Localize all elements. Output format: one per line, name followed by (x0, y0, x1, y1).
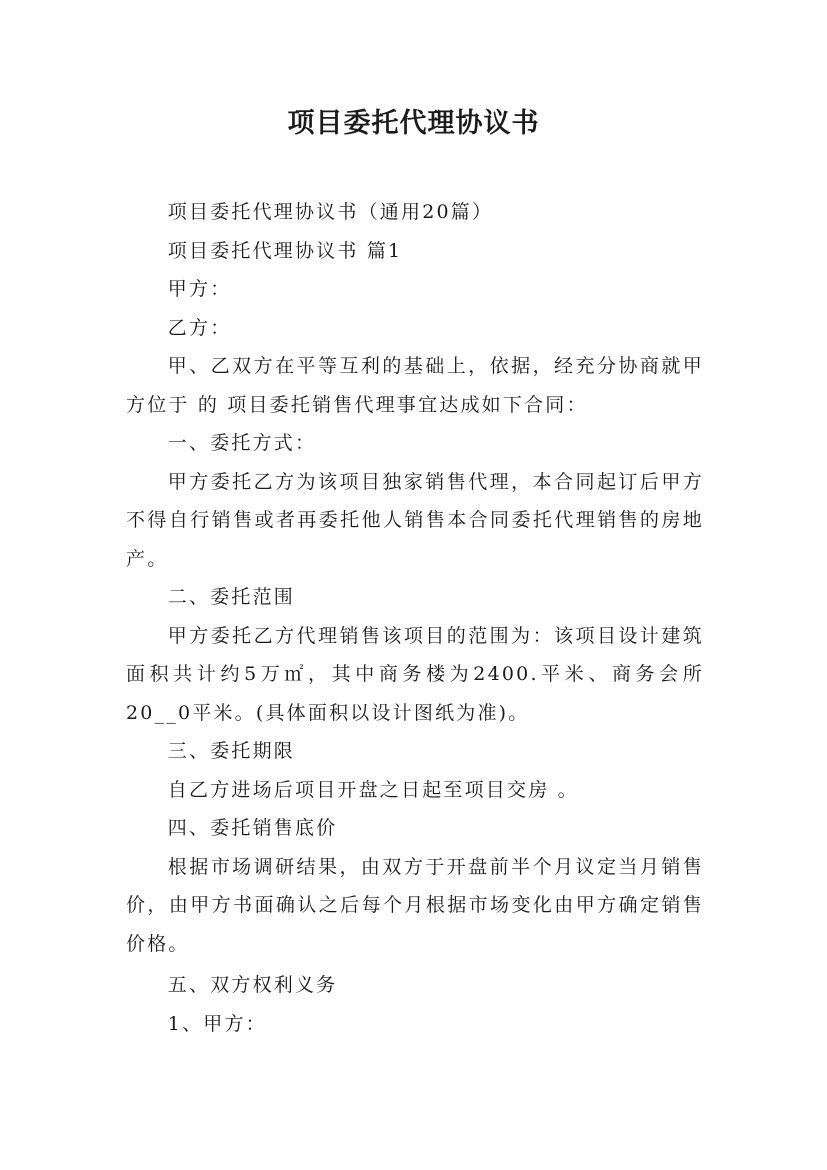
paragraph-base-price: 根据市场调研结果，由双方于开盘前半个月议定当月销售价，由甲方书面确认之后每个月根据市场变化由甲方确定销售价格。 (126, 855, 704, 955)
section-heading-rights-obligations: 五、双方权利义务 (167, 974, 338, 996)
paragraph-entrust-term: 自乙方进场后项目开盘之日起至项目交房 。 (167, 778, 579, 801)
document-body (126, 193, 704, 1043)
section-heading-base-price: 四、委托销售底价 (167, 817, 338, 839)
document-title: 项目委托代理协议书 (287, 108, 540, 139)
section-heading-entrust-term: 三、委托期限 (167, 740, 295, 762)
paragraph-party-a: 甲方： (167, 278, 232, 300)
paragraph-party-a-obligations: 1、甲方： (167, 1012, 267, 1035)
paragraph-preamble: 甲、乙双方在平等互利的基础上，依据，经充分协商就甲方位于 的 项目委托销售代理事宜达成如下合同： (126, 355, 704, 416)
paragraph-article-heading: 项目委托代理协议书 篇1 (167, 239, 403, 262)
paragraph-entrust-method: 甲方委托乙方为该项目独家销售代理，本合同起订后甲方不得自行销售或者再委托他人销售本合同委托代理销售的房地产。 (126, 470, 704, 570)
paragraph-party-b: 乙方： (167, 316, 232, 339)
section-heading-entrust-scope: 二、委托范围 (167, 586, 295, 608)
paragraph-entrust-scope: 甲方委托乙方代理销售该项目的范围为：该项目设计建筑面积共计约5万㎡，其中商务楼为2400.平米、商务会所20__0平米。(具体面积以设计图纸为准)。 (126, 624, 704, 724)
section-heading-entrust-method: 一、委托方式： (167, 432, 317, 454)
paragraph-collection-heading: 项目委托代理协议书（通用20篇） (167, 201, 494, 223)
